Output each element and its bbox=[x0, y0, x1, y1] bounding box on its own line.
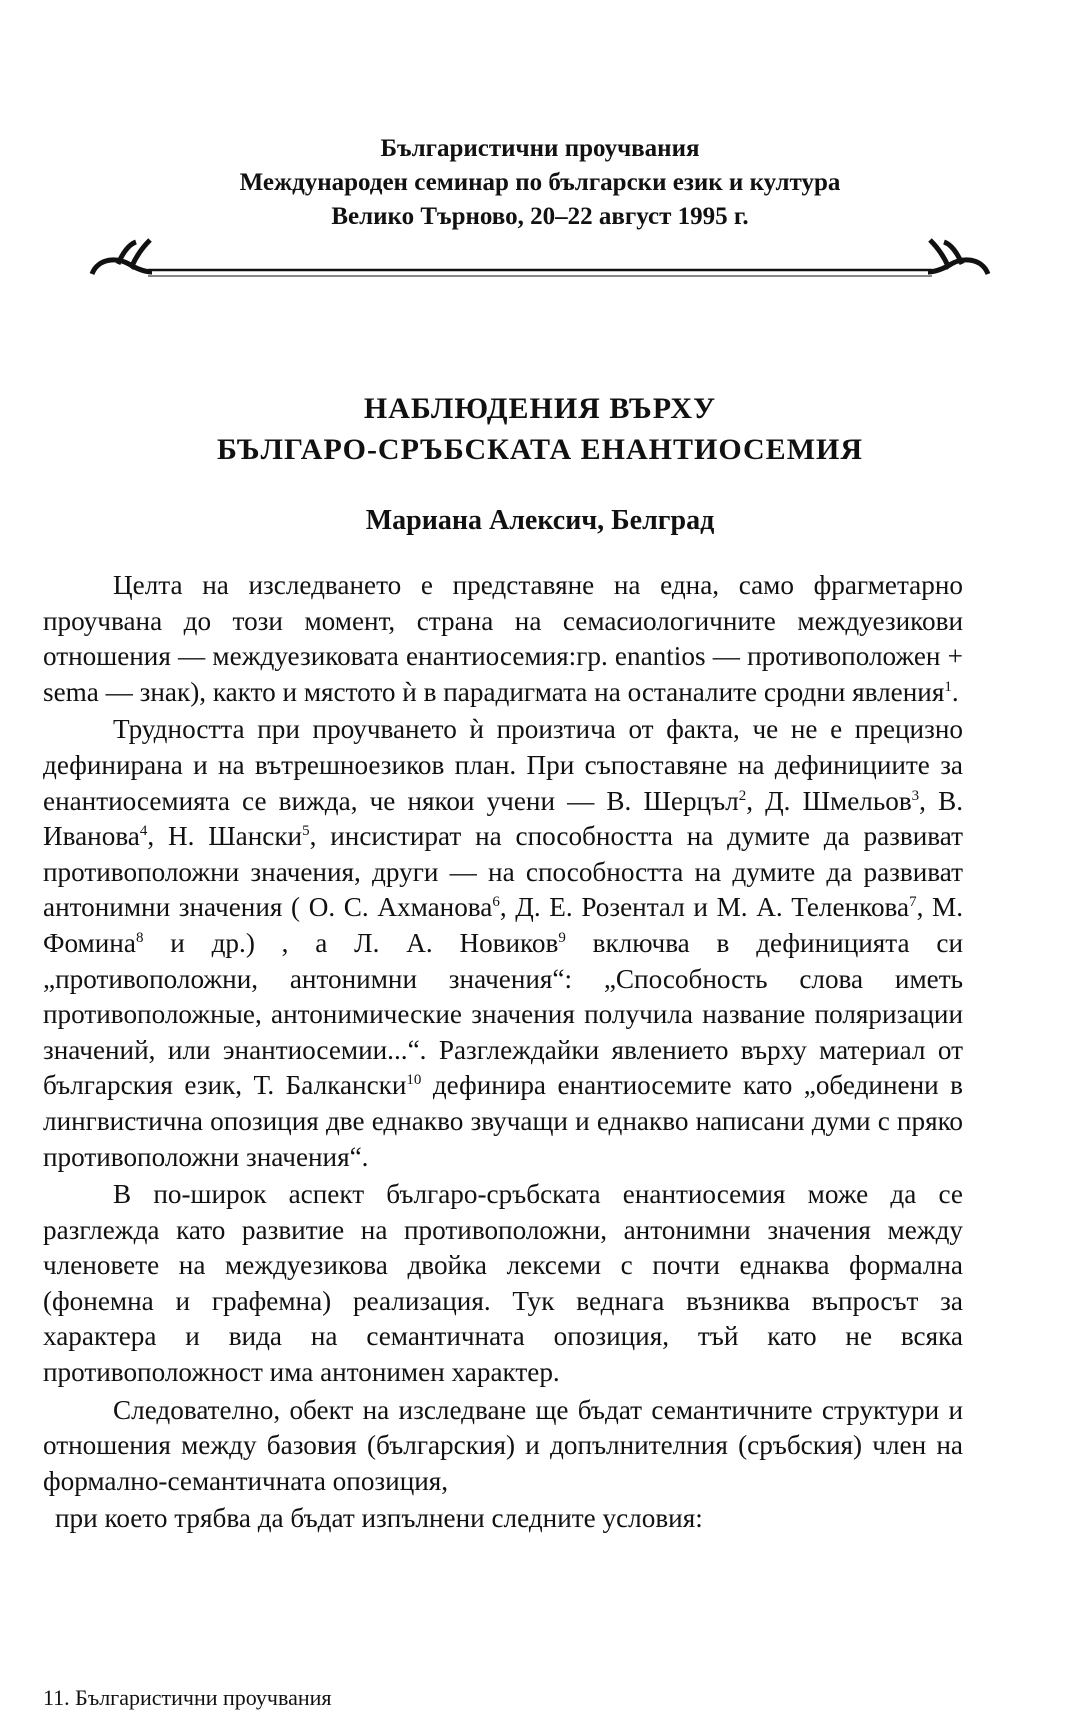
paragraph-3: В по-широк аспект българо-сръбската енантиосемия може да се разглежда като развитие на противоположни, антонимни значения между членовете на междуезикова двойка лексеми с почти еднаква формална (фонемна и графемна) реализация. Тук веднага възниква въпросът за характера и вида на семантичната опозиция, тъй като не всяка противоположност има антонимен характер. bbox=[43, 1179, 963, 1388]
footnote-ref: 3 bbox=[911, 787, 920, 804]
footnote-ref: 4 bbox=[139, 823, 148, 840]
header-place-date: Велико Търново, 20–22 август 1995 г. bbox=[331, 203, 749, 230]
footnote-ref: 1 bbox=[944, 678, 952, 695]
running-header bbox=[0, 132, 1080, 234]
paragraph-4: Следователно, обект на изследване ще бъдат семантичните структури и отношения между базовия (българския) и допълнителния (сръбския) член на формално-семантичната опозиция, bbox=[43, 1394, 963, 1496]
footnote-ref: 5 bbox=[302, 823, 310, 840]
paragraph-1: Целта на изследването е представяне на една, само фрагметарно проучвана до този момент, страна на семасиологичните междуезикови отношения — междуезиковата енантиосемия:гр. enantios — противоположен + sema — знак), както и мястото ѝ в парадигмата на останалите сродни явления$^1$. bbox=[43, 570, 963, 707]
page-footer: 11. Българистични проучвания bbox=[43, 1685, 332, 1710]
footnote-ref: 7 bbox=[909, 894, 917, 911]
article-title bbox=[0, 388, 1080, 470]
header-ornament-rule bbox=[88, 238, 992, 298]
title-line-1: НАБЛЮДЕНИЯ ВЪРХУ bbox=[363, 392, 717, 425]
paragraph-2: Трудността при проучването ѝ произтича от факта, че не е прецизно дефинирана и на вътрешноезиков план. При съпоставяне на дефинициите за енантиосемията се вижда, че някои учени — В. Шерцъл$^2$, Д. Шмельов$^3$, В. Иванова$^4$, Н. Шански$^5$, инсистират на способността на думите да развиват противоположни значения, други — на способността на думите да развиват антонимни значения ( О. С. Ахманова$^6$, Д. Е. Розентал и М. А. Теленкова$^7$, М. Фомина$^8$ и др.) , а Л. А. Новиков$^9$ включва в дефиницията си „противоположни, антонимни значения“: „Способность слова иметь противоположные, антонимические значения получила название поляризации значений, или энантиосемии...“. Разглеждайки явлението върху материал от българския език, Т. Балкански$^{10}$ дефинира енантиосемите като „обединени в лингвистична опозиция две еднакво звучащи и еднакво написани думи с пряко противоположни значения“. bbox=[43, 714, 964, 1172]
footnote-ref: 9 bbox=[558, 929, 566, 946]
title-line-2: БЪЛГАРО-СРЪБСКАТА ЕНАНТИОСЕМИЯ bbox=[216, 433, 864, 466]
footnote-ref: 2 bbox=[738, 787, 747, 804]
author-line: Мариана Алексич, Белград bbox=[365, 505, 715, 536]
footnote-ref: 8 bbox=[135, 929, 144, 946]
article-body bbox=[43, 568, 963, 1539]
footnote-ref: 10 bbox=[406, 1072, 422, 1089]
paragraph-5: при което трябва да бъдат изпълнени следните условия: bbox=[55, 1503, 703, 1534]
header-series-title: Българистични проучвания bbox=[380, 135, 700, 162]
header-seminar-name: Международен семинар по български език и култура bbox=[239, 169, 841, 196]
footnote-ref: 6 bbox=[492, 894, 500, 911]
